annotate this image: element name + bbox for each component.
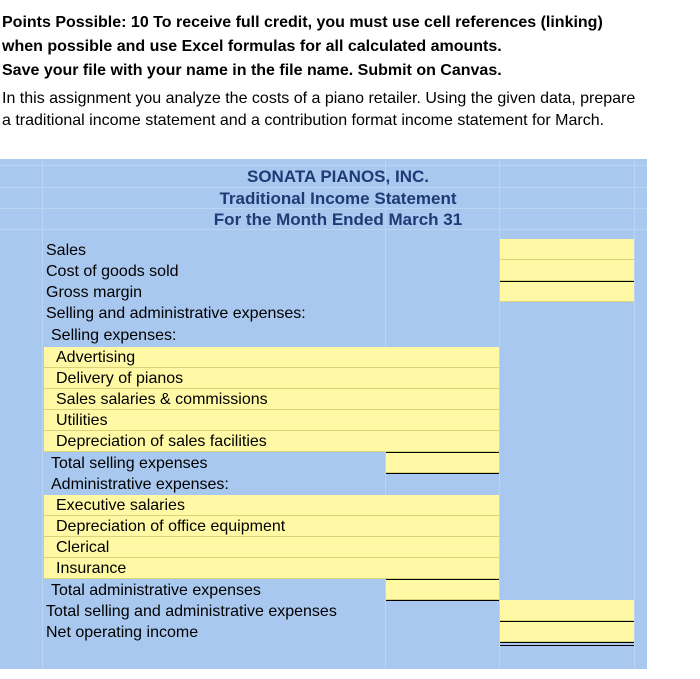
total-sga-underline [500,621,634,622]
statement-title: Traditional Income Statement [219,189,457,208]
input-row-utilities[interactable] [44,410,499,431]
advertising-label: Advertising [56,349,136,366]
selling-header-label: Selling expenses: [51,327,177,344]
points-instruction-line: Points Possible: 10 To receive full credit, you must use cell references (linking) [2,14,603,31]
sga-header-label: Selling and administrative expenses: [46,305,306,322]
admin-header-label: Administrative expenses: [51,476,229,493]
submit-instruction-line: Save your file with your name in the file name. Submit on Canvas. [2,62,502,79]
utilities-label: Utilities [56,412,108,429]
depr-office-label: Depreciation of office equipment [56,518,286,535]
delivery-label: Delivery of pianos [56,370,184,387]
admin-items-underline [386,579,499,580]
cogs-label: Cost of goods sold [46,263,179,280]
cogs-amount-cell[interactable] [500,260,634,281]
net-operating-income-label: Net operating income [46,624,199,641]
selling-items-underline [386,452,499,453]
total-admin-label: Total administrative expenses [51,582,261,599]
total-selling-underline [386,473,499,474]
grid-line [42,159,43,669]
net-income-double-underline-bottom [500,645,634,646]
net-income-double-underline-top [500,642,634,643]
income-statement-sheet [0,159,647,669]
sales-amount-cell[interactable] [500,239,634,260]
input-row-clerical[interactable] [44,537,499,558]
gross-margin-label: Gross margin [46,284,143,301]
sales-label: Sales [46,242,87,259]
depr-sales-label: Depreciation of sales facilities [56,433,267,450]
assignment-intro-line-1: In this assignment you analyze the costs of a piano retailer. Using the given data, prepare [2,90,636,107]
total-sga-cell[interactable] [500,600,634,621]
assignment-intro-line-2: a traditional income statement and a contribution format income statement for March. [2,112,605,129]
insurance-label: Insurance [56,560,127,577]
net-operating-income-cell[interactable] [500,621,634,642]
executive-salaries-label: Executive salaries [56,497,185,514]
total-selling-label: Total selling expenses [51,455,208,472]
clerical-label: Clerical [56,539,110,556]
statement-period: For the Month Ended March 31 [213,210,463,229]
gross-margin-cell[interactable] [500,281,634,302]
total-admin-underline [386,600,499,601]
sales-salaries-label: Sales salaries & commissions [56,391,268,408]
grid-line [634,159,635,669]
grid-line [499,159,500,669]
excel-instruction-line: when possible and use Excel formulas for all calculated amounts. [2,38,502,55]
total-admin-cell[interactable] [386,579,499,600]
cogs-underline [500,281,634,282]
total-selling-cell[interactable] [386,452,499,473]
total-sga-label: Total selling and administrative expenses [46,603,337,620]
company-name: SONATA PIANOS, INC. [247,167,429,186]
